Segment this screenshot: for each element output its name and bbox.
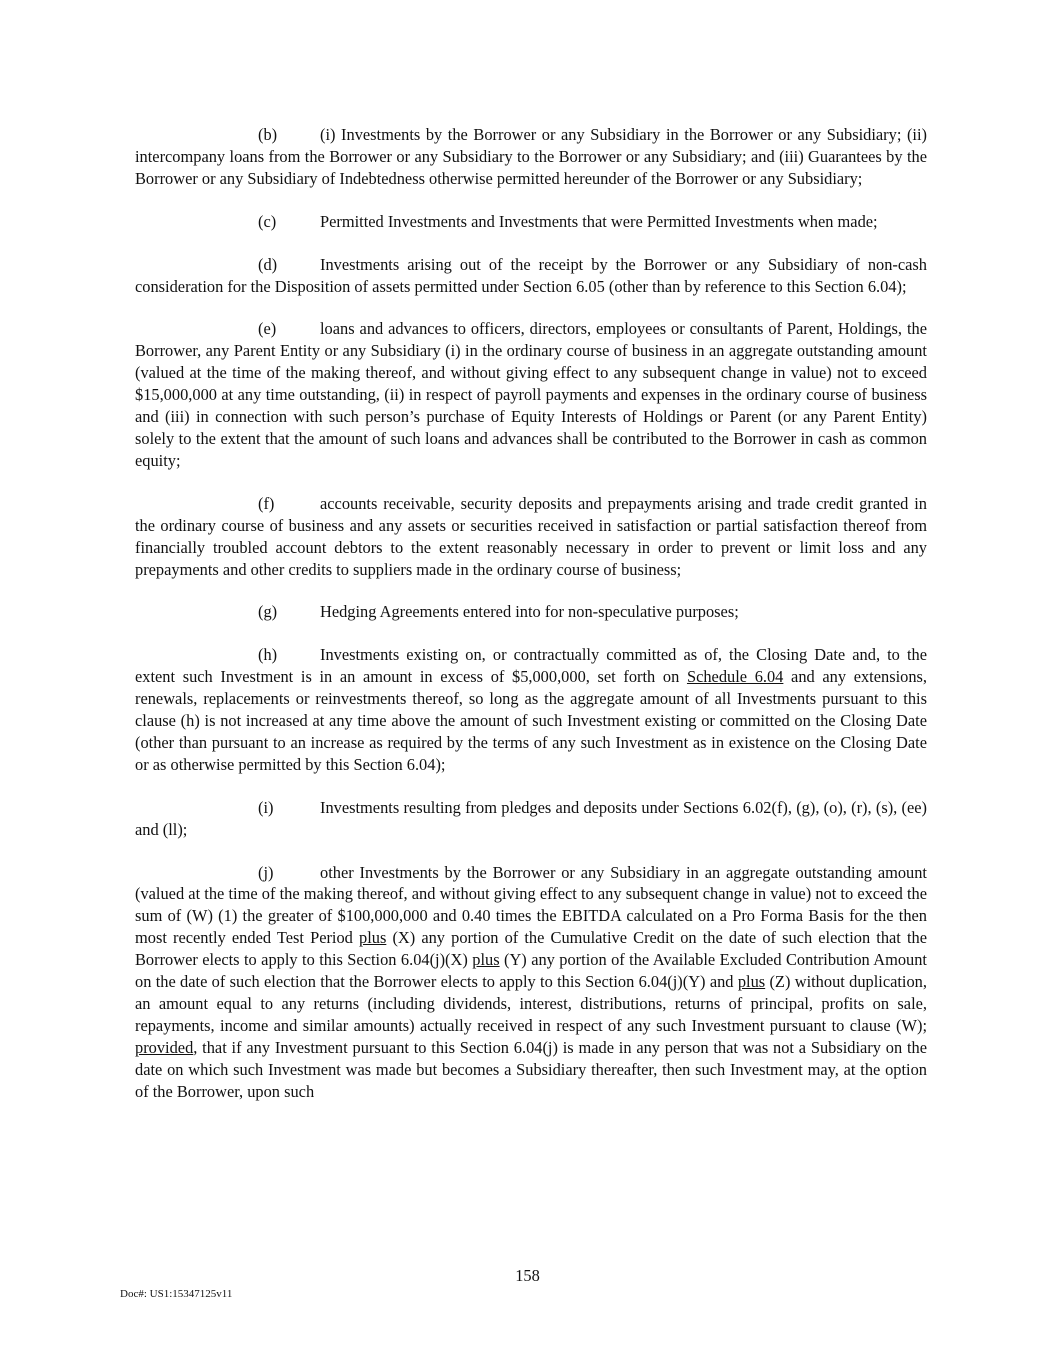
clause-text: (i) Investments by the Borrower or any Subsidiary in the Borrower or any Subsidiary; (ii) intercompany loans from the Borrower or any Subsidiary to the Borrower or any Subsidiary; and (iii) Guarantees by the Borrower or any Subsidiary of Indebtedness otherwise permitted hereunder of the Borrower or any Subsidiary;: [135, 125, 927, 188]
paragraph-b: [135, 124, 927, 190]
clause-text: and any extensions, renewals, replacements or reinvestments thereof, so long as the aggregate amount of all Investments pursuant to this clause (h) is not increased at any time above the amount of such Investment existing or committed on the Closing Date (other than pursuant to an increase as required by the terms of any such Investment as in existence on the Closing Date or as otherwise permitted by this Section 6.04);: [135, 667, 927, 774]
provided-term: provided: [135, 1037, 194, 1057]
paragraph-f: [135, 493, 927, 581]
clause-text: (X) any portion of the Cumulative Credit on the date of such election that the Borrower elects to apply to this Section 6.04(j)(X): [135, 928, 927, 970]
plus-term: plus: [472, 950, 500, 970]
clause-text: Investments resulting from pledges and deposits under Sections 6.02(f), (g), (o), (r), (s), (ee) and (ll);: [135, 797, 927, 839]
clause-text: (Y) any portion of the Available Excluded Contribution Amount on the date of such election that the Borrower elects to apply to this Section 6.04(j)(Y) and: [135, 950, 927, 992]
paragraph-e: [135, 318, 927, 471]
clause-label: (g): [258, 602, 278, 622]
clause-text: loans and advances to officers, directors, employees or consultants of Parent, Holdings, the Borrower, any Parent Entity or any Subsidiary (i) in the ordinary course of business in an aggregate outstanding amount (valued at the time of the making thereof, and without giving effect to any subsequent change in value) not to exceed $15,000,000 at any time outstanding, (ii) in respect of payroll payments and expenses in the ordinary course of business and (iii) in connection with such person’s purchase of Equity Interests of Holdings or Parent (or any Parent Entity) solely to the extent that the amount of such loans and advances shall be contributed to the Borrower in cash as common equity;: [135, 319, 927, 470]
paragraph-d: [135, 254, 927, 298]
clause-text: Investments arising out of the receipt by the Borrower or any Subsidiary of non-cash consideration for the Disposition of assets permitted under Section 6.05 (other than by reference to this Section 6.04);: [135, 254, 927, 296]
plus-term: plus: [737, 972, 766, 992]
clause-text: Permitted Investments and Investments that were Permitted Investments when made;: [320, 211, 878, 231]
paragraph-j: [135, 862, 927, 1103]
clause-text: Investments existing on, or contractually committed as of, the Closing Date and, to the extent such Investment is in an amount in excess of $5,000,000, set forth on: [135, 645, 927, 687]
clause-label: (f): [258, 493, 275, 513]
clause-label: (h): [258, 645, 278, 665]
plus-term: plus: [359, 928, 387, 948]
clause-text: other Investments by the Borrower or any Subsidiary in an aggregate outstanding amount (valued at the time of the making thereof, and without giving effect to any subsequent change in value) not to exceed the sum of (W) (1) the greater of $100,000,000 and 0.40 times the EBITDA calculated on a Pro Forma Basis for the then most recently ended Test Period: [135, 862, 927, 948]
clause-label: (j): [258, 862, 274, 882]
paragraph-g: [135, 601, 927, 623]
paragraph-i: [135, 797, 927, 841]
clause-label: (d): [258, 254, 278, 274]
clause-label: (i): [258, 797, 274, 817]
clause-text: , that if any Investment pursuant to this Section 6.04(j) is made in any person that was not a Subsidiary on the date on which such Investment was made but becomes a Subsidiary thereafter, then such Investment may, at the option of the Borrower, upon such: [135, 1037, 927, 1101]
paragraph-c: [135, 211, 927, 233]
document-id: Doc#: US1:15347125v11: [120, 1288, 233, 1300]
schedule-reference: Schedule 6.04: [686, 667, 784, 687]
clause-text: accounts receivable, security deposits and prepayments arising and trade credit granted in the ordinary course of business and any assets or securities received in satisfaction or partial satisfaction thereof from financially troubled account debtors to the extent reasonably necessary in order to prevent or limit loss and any prepayments and other credits to suppliers made in the ordinary course of business;: [135, 493, 927, 579]
clause-label: (e): [258, 319, 277, 339]
paragraph-h: [135, 644, 927, 775]
clause-label: (c): [258, 211, 277, 231]
page-number: 158: [515, 1266, 540, 1285]
clause-text: Hedging Agreements entered into for non-speculative purposes;: [320, 602, 739, 622]
document-body: [135, 124, 927, 1124]
clause-text: (Z) without duplication, an amount equal to any returns (including dividends, interest, distributions, returns of principal, profits on sale, repayments, income and similar amounts) actually received in respect of any such Investment pursuant to clause (W);: [135, 972, 927, 1035]
clause-label: (b): [258, 125, 278, 144]
